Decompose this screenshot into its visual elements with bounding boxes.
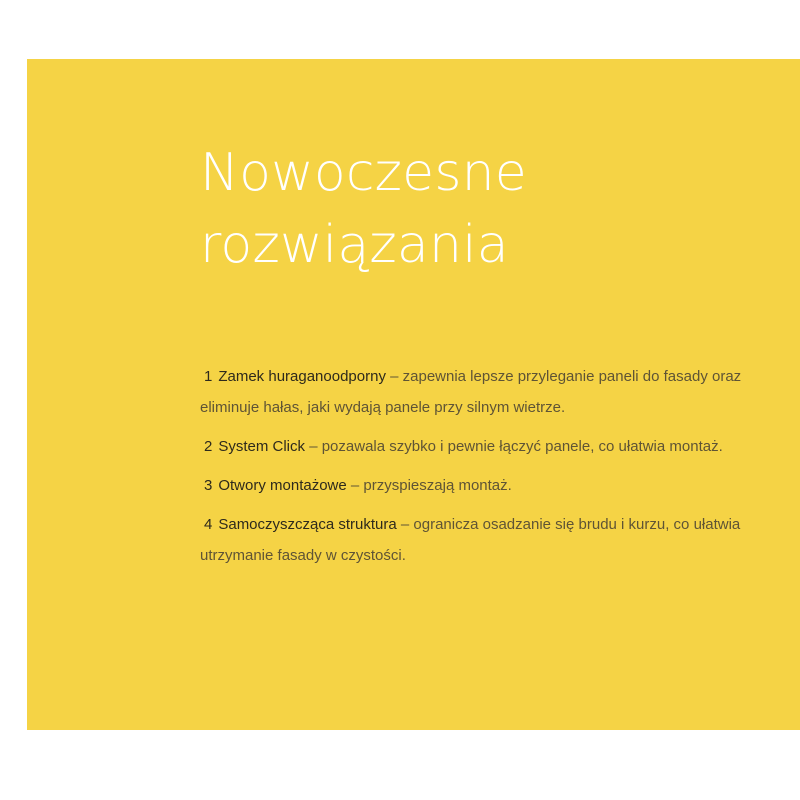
feature-item-1 [200,361,800,423]
feature-list [200,361,800,579]
section-title-line-1: Nowoczesne [200,143,527,203]
feature-section-panel [27,59,800,730]
feature-name: Zamek huraganoodporny [218,368,386,385]
section-title-line-2: rozwiązania [200,215,509,275]
feature-description: – pozawala szybko i pewnie łączyć panele, co ułatwia montaż. [305,438,723,455]
feature-item-2 [200,431,800,462]
feature-name: Samoczyszcząca struktura [218,516,397,533]
feature-number: 4 [204,516,213,533]
feature-name: Otwory montażowe [218,477,347,494]
feature-name: System Click [218,438,306,455]
feature-number: 2 [204,438,213,455]
feature-description: – przyspieszają montaż. [346,477,512,494]
feature-description: – ogranicza osadzanie się brudu i kurzu, co ułatwia utrzymanie fasady w czystości. [200,516,741,564]
feature-number: 1 [204,368,213,385]
section-title [200,137,527,281]
feature-item-4 [200,509,800,571]
feature-number: 3 [204,477,213,494]
feature-item-3 [200,470,800,501]
feature-description: – zapewnia lepsze przyleganie paneli do fasady oraz eliminuje hałas, jaki wydają panele przy silnym wietrze. [200,368,742,416]
